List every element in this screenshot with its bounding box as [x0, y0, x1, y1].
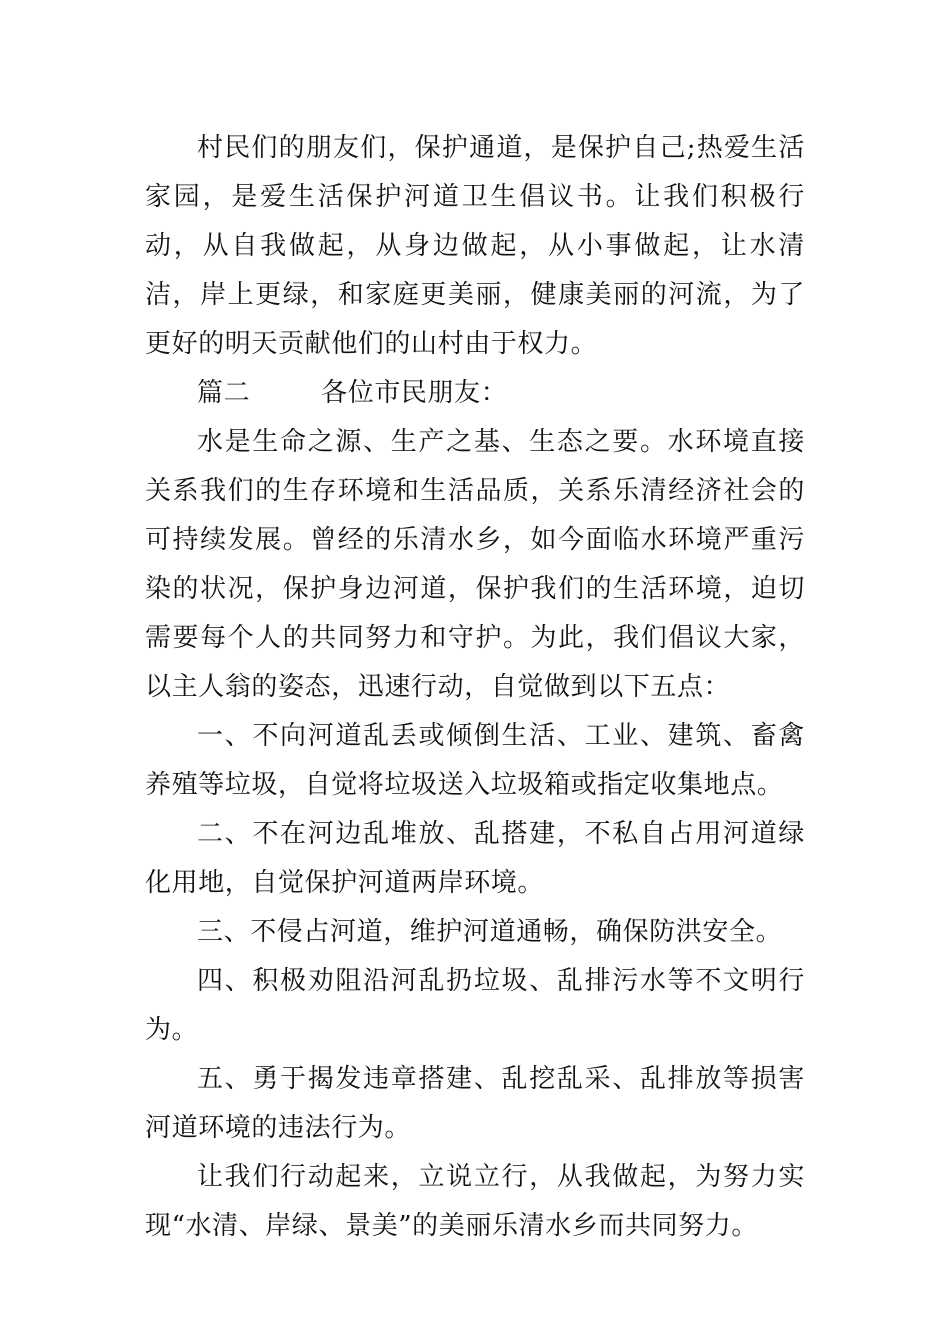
closing-paragraph: 让我们行动起来，立说立行，从我做起，为努力实现“水清、岸绿、景美”的美丽乐清水乡而共同努力。	[145, 1162, 805, 1241]
section-heading: 篇二	[197, 378, 251, 408]
section-heading-line	[145, 369, 805, 418]
proposal-item-5: 五、勇于揭发违章搭建、乱挖乱采、乱排放等损害河道环境的违法行为。	[145, 1064, 805, 1143]
salutation: 各位市民朋友：	[321, 378, 508, 408]
proposal-item-1: 一、不向河道乱丢或倾倒生活、工业、建筑、畜禽养殖等垃圾，自觉将垃圾送入垃圾箱或指定收集地点。	[145, 721, 805, 800]
intro-paragraph: 村民们的朋友们，保护通道，是保护自己;热爱生活家园，是爱生活保护河道卫生倡议书。让我们积极行动，从自我做起，从身边做起，从小事做起，让水清洁，岸上更绿，和家庭更美丽，健康美丽的河流，为了更好的明天贡献他们的山村由于权力。	[145, 133, 805, 359]
proposal-item-2: 二、不在河边乱堆放、乱搭建，不私自占用河道绿化用地，自觉保护河道两岸环境。	[145, 819, 805, 898]
body-paragraph: 水是生命之源、生产之基、生态之要。水环境直接关系我们的生存环境和生活品质，关系乐清经济社会的可持续发展。曾经的乐清水乡，如今面临水环境严重污染的状况，保护身边河道，保护我们的生活环境，迫切需要每个人的共同努力和守护。为此，我们倡议大家，以主人翁的姿态，迅速行动，自觉做到以下五点：	[145, 427, 805, 702]
document-body	[145, 124, 805, 1251]
proposal-item-3: 三、不侵占河道，维护河道通畅，确保防洪安全。	[197, 917, 783, 947]
proposal-item-4: 四、积极劝阻沿河乱扔垃圾、乱排污水等不文明行为。	[145, 966, 805, 1045]
